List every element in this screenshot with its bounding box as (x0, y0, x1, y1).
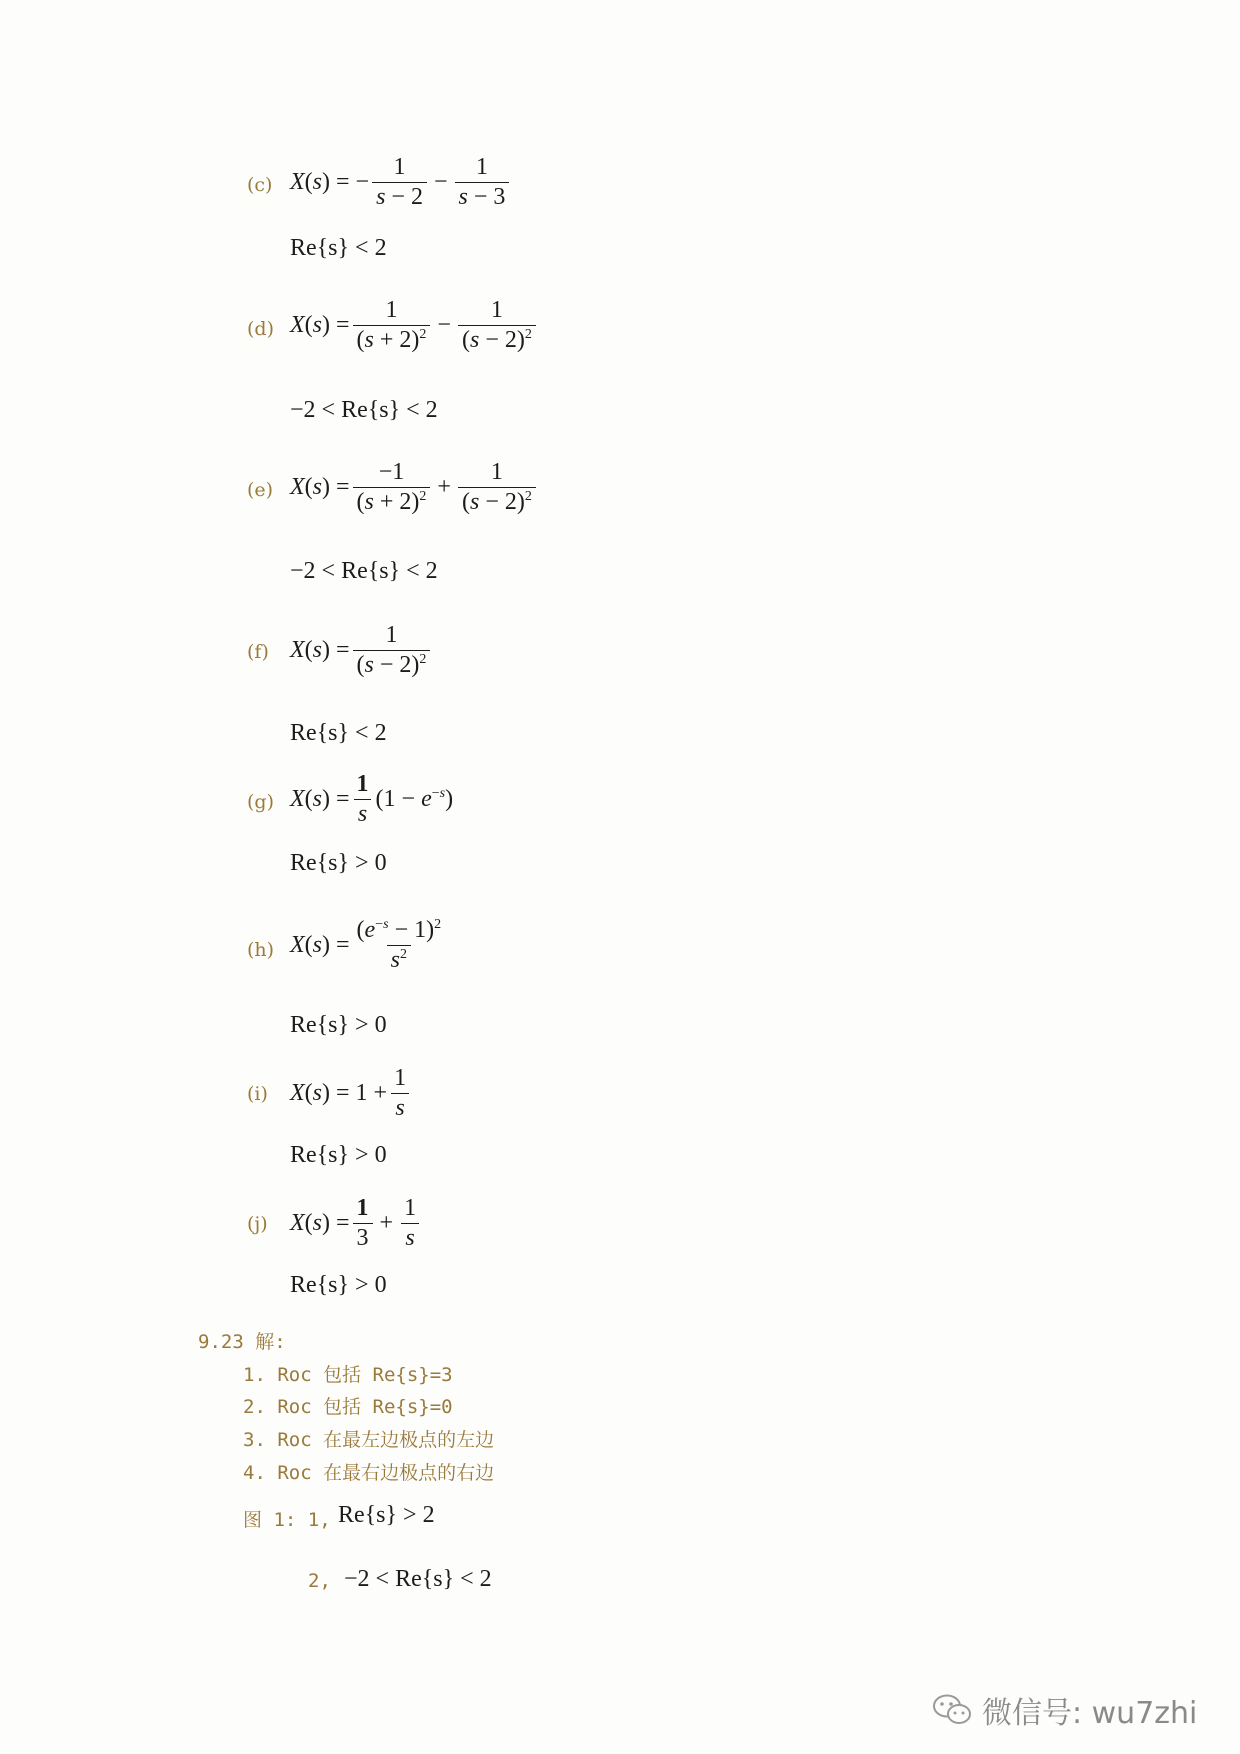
equation-g: X(s) = $\frac{1}{s}$ $(1 - e^{-s})$ (290, 771, 454, 828)
item-label-f: (f) (247, 641, 269, 663)
equation-h: X(s) = $\frac{(e^{-s} - 1)^2}{s^2}$ (290, 917, 442, 974)
item-label-e: (e) (247, 479, 274, 501)
roc-i: Re{s} > 0 (290, 1142, 387, 1168)
equation-j: X(s) = $\frac{1}{3}$ + $\frac{1}{s}$ (290, 1196, 423, 1251)
item-label-h: (h) (247, 939, 275, 961)
wechat-icon (932, 1693, 972, 1727)
item-label-j: (j) (247, 1213, 268, 1235)
equation-i: X(s) = 1 + $\frac{1}{s}$ (290, 1066, 413, 1121)
item-label-d: (d) (247, 318, 274, 340)
section-point-4: 4. Roc 在最右边极点的右边 (243, 1462, 495, 1484)
roc-j: Re{s} > 0 (290, 1272, 387, 1298)
roc-h: Re{s} > 0 (290, 1012, 387, 1038)
item-label-c: (c) (247, 174, 273, 196)
item-label-g: (g) (247, 791, 274, 813)
equation-f: X(s) = $\frac{1}{(s - 2)^2}$ (290, 623, 433, 678)
figure-2-label: 2, (308, 1570, 331, 1592)
roc-d: −2 < Re{s} < 2 (290, 397, 438, 423)
figure-1-label: 图 1: 1, (243, 1509, 331, 1531)
equation-c: X(s) = − $\frac{1}{s - 2}$ − $\frac{1}{s - 3}$ (290, 155, 512, 210)
section-point-2: 2. Roc 包括 Re{s}=0 (243, 1396, 453, 1418)
equation-e: X(s) = $\frac{-1}{(s + 2)^2}$ + $\frac{1}{(s - 2)^2}$ (290, 460, 539, 515)
section-heading: 9.23 解: (198, 1331, 286, 1353)
section-point-3: 3. Roc 在最左边极点的左边 (243, 1429, 495, 1451)
roc-f: Re{s} < 2 (290, 720, 387, 746)
section-point-1: 1. Roc 包括 Re{s}=3 (243, 1364, 453, 1386)
roc-c: Re{s} < 2 (290, 235, 387, 261)
roc-g: Re{s} > 0 (290, 850, 387, 876)
roc-e: −2 < Re{s} < 2 (290, 558, 438, 584)
item-label-i: (i) (247, 1083, 268, 1105)
figure-1-roc: Re{s} > 2 (338, 1502, 435, 1528)
wechat-watermark (932, 1688, 1197, 1732)
watermark-text: 微信号: wu7zhi (982, 1696, 1198, 1731)
figure-2-roc: −2 < Re{s} < 2 (344, 1566, 492, 1592)
equation-d: X(s) = $\frac{1}{(s + 2)^2}$ − $\frac{1}{(s - 2)^2}$ (290, 298, 539, 353)
